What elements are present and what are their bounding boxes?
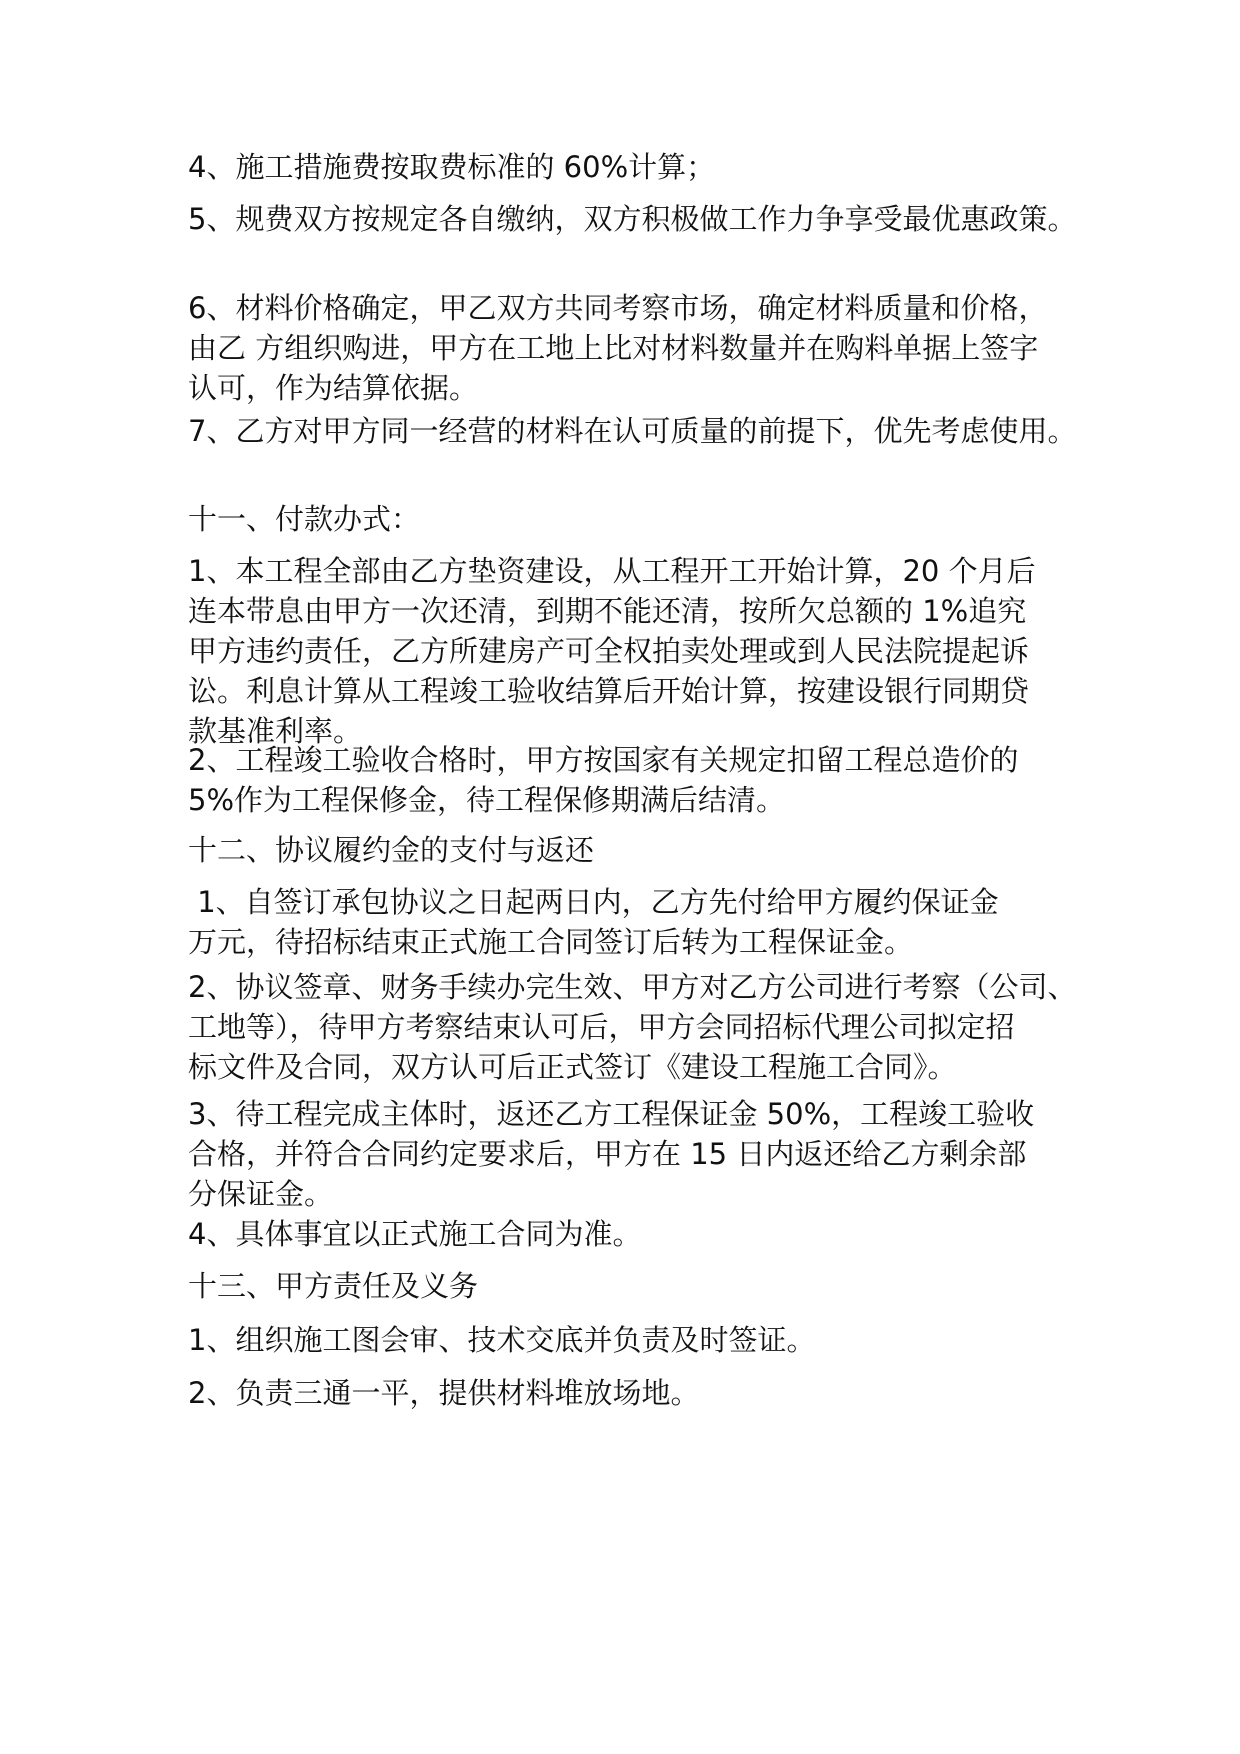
- paragraph-line: 6、材料价格确定，甲乙双方共同考察市场，确定材料质量和价格，: [188, 291, 1048, 325]
- paragraph-line: 标文件及合同，双方认可后正式签订《建设工程施工合同》。: [188, 1050, 957, 1084]
- paragraph-duty-2: [188, 1373, 1088, 1413]
- paragraph-line: 1、组织施工图会审、技术交底并负责及时签证。: [188, 1323, 816, 1357]
- section-heading-line: 十二、协议履约金的支付与返还: [188, 833, 595, 867]
- paragraph-line: 万元，待招标结束正式施工合同签订后转为工程保证金。: [188, 925, 914, 959]
- paragraph-line: 连本带息由甲方一次还清，到期不能还清，按所欠总额的 1%追究: [188, 594, 1027, 628]
- paragraph-line: 2、协议签章、财务手续办完生效、甲方对乙方公司进行考察（公司、: [188, 970, 1077, 1004]
- paragraph-line: 讼。利息计算从工程竣工验收结算后开始计算，按建设银行同期贷: [188, 674, 1030, 708]
- paragraph-line: 5、规费双方按规定各自缴纳，双方积极做工作力争享受最优惠政策。: [188, 202, 1077, 236]
- paragraph-line: 7、乙方对甲方同一经营的材料在认可质量的前提下，优先考虑使用。: [188, 414, 1077, 448]
- paragraph-line: 款基准利率。: [188, 714, 363, 748]
- paragraph-payment-2: [188, 740, 1088, 820]
- paragraph-item-7: [188, 411, 1088, 451]
- paragraph-line: 2、负责三通一平，提供材料堆放场地。: [188, 1376, 700, 1410]
- paragraph-deposit-1: [188, 882, 1088, 962]
- paragraph-line: 5%作为工程保修金，待工程保修期满后结清。: [188, 783, 786, 817]
- section-heading-line: 十一、付款办式：: [188, 502, 421, 536]
- paragraph-line: 甲方违约责任，乙方所建房产可全权拍卖处理或到人民法院提起诉: [188, 634, 1030, 668]
- paragraph-deposit-2: [188, 967, 1088, 1087]
- paragraph-deposit-3: [188, 1094, 1088, 1214]
- paragraph-duty-1: [188, 1320, 1088, 1360]
- paragraph-line: 分保证金。: [188, 1177, 334, 1211]
- section-heading-12: [188, 830, 1088, 870]
- paragraph-item-6: [188, 288, 1088, 408]
- section-heading-line: 十三、甲方责任及义务: [188, 1269, 479, 1303]
- paragraph-line: 1、本工程全部由乙方垫资建设，从工程开工开始计算，20 个月后: [188, 554, 1036, 588]
- paragraph-payment-1: [188, 551, 1088, 751]
- paragraph-line: 4、施工措施费按取费标准的 60%计算；: [188, 150, 716, 184]
- paragraph-deposit-4: [188, 1214, 1088, 1254]
- paragraph-line: 4、具体事宜以正式施工合同为准。: [188, 1217, 642, 1251]
- section-heading-11: [188, 499, 1088, 539]
- paragraph-line: 由乙 方组织购进，甲方在工地上比对材料数量并在购料单据上签字: [188, 331, 1039, 365]
- paragraph-item-4: [188, 147, 1088, 187]
- section-heading-13: [188, 1266, 1088, 1306]
- paragraph-line: 工地等），待甲方考察结束认可后，甲方会同招标代理公司拟定招: [188, 1010, 1015, 1044]
- paragraph-line: 认可，作为结算依据。: [188, 371, 479, 405]
- paragraph-line: 3、待工程完成主体时，返还乙方工程保证金 50%，工程竣工验收: [188, 1097, 1035, 1131]
- paragraph-line: 1、自签订承包协议之日起两日内，乙方先付给甲方履约保证金: [188, 885, 999, 919]
- paragraph-line: 2、工程竣工验收合格时，甲方按国家有关规定扣留工程总造价的: [188, 743, 1019, 777]
- paragraph-line: 合格，并符合合同约定要求后，甲方在 15 日内返还给乙方剩余部: [188, 1137, 1027, 1171]
- paragraph-item-5: [188, 199, 1088, 239]
